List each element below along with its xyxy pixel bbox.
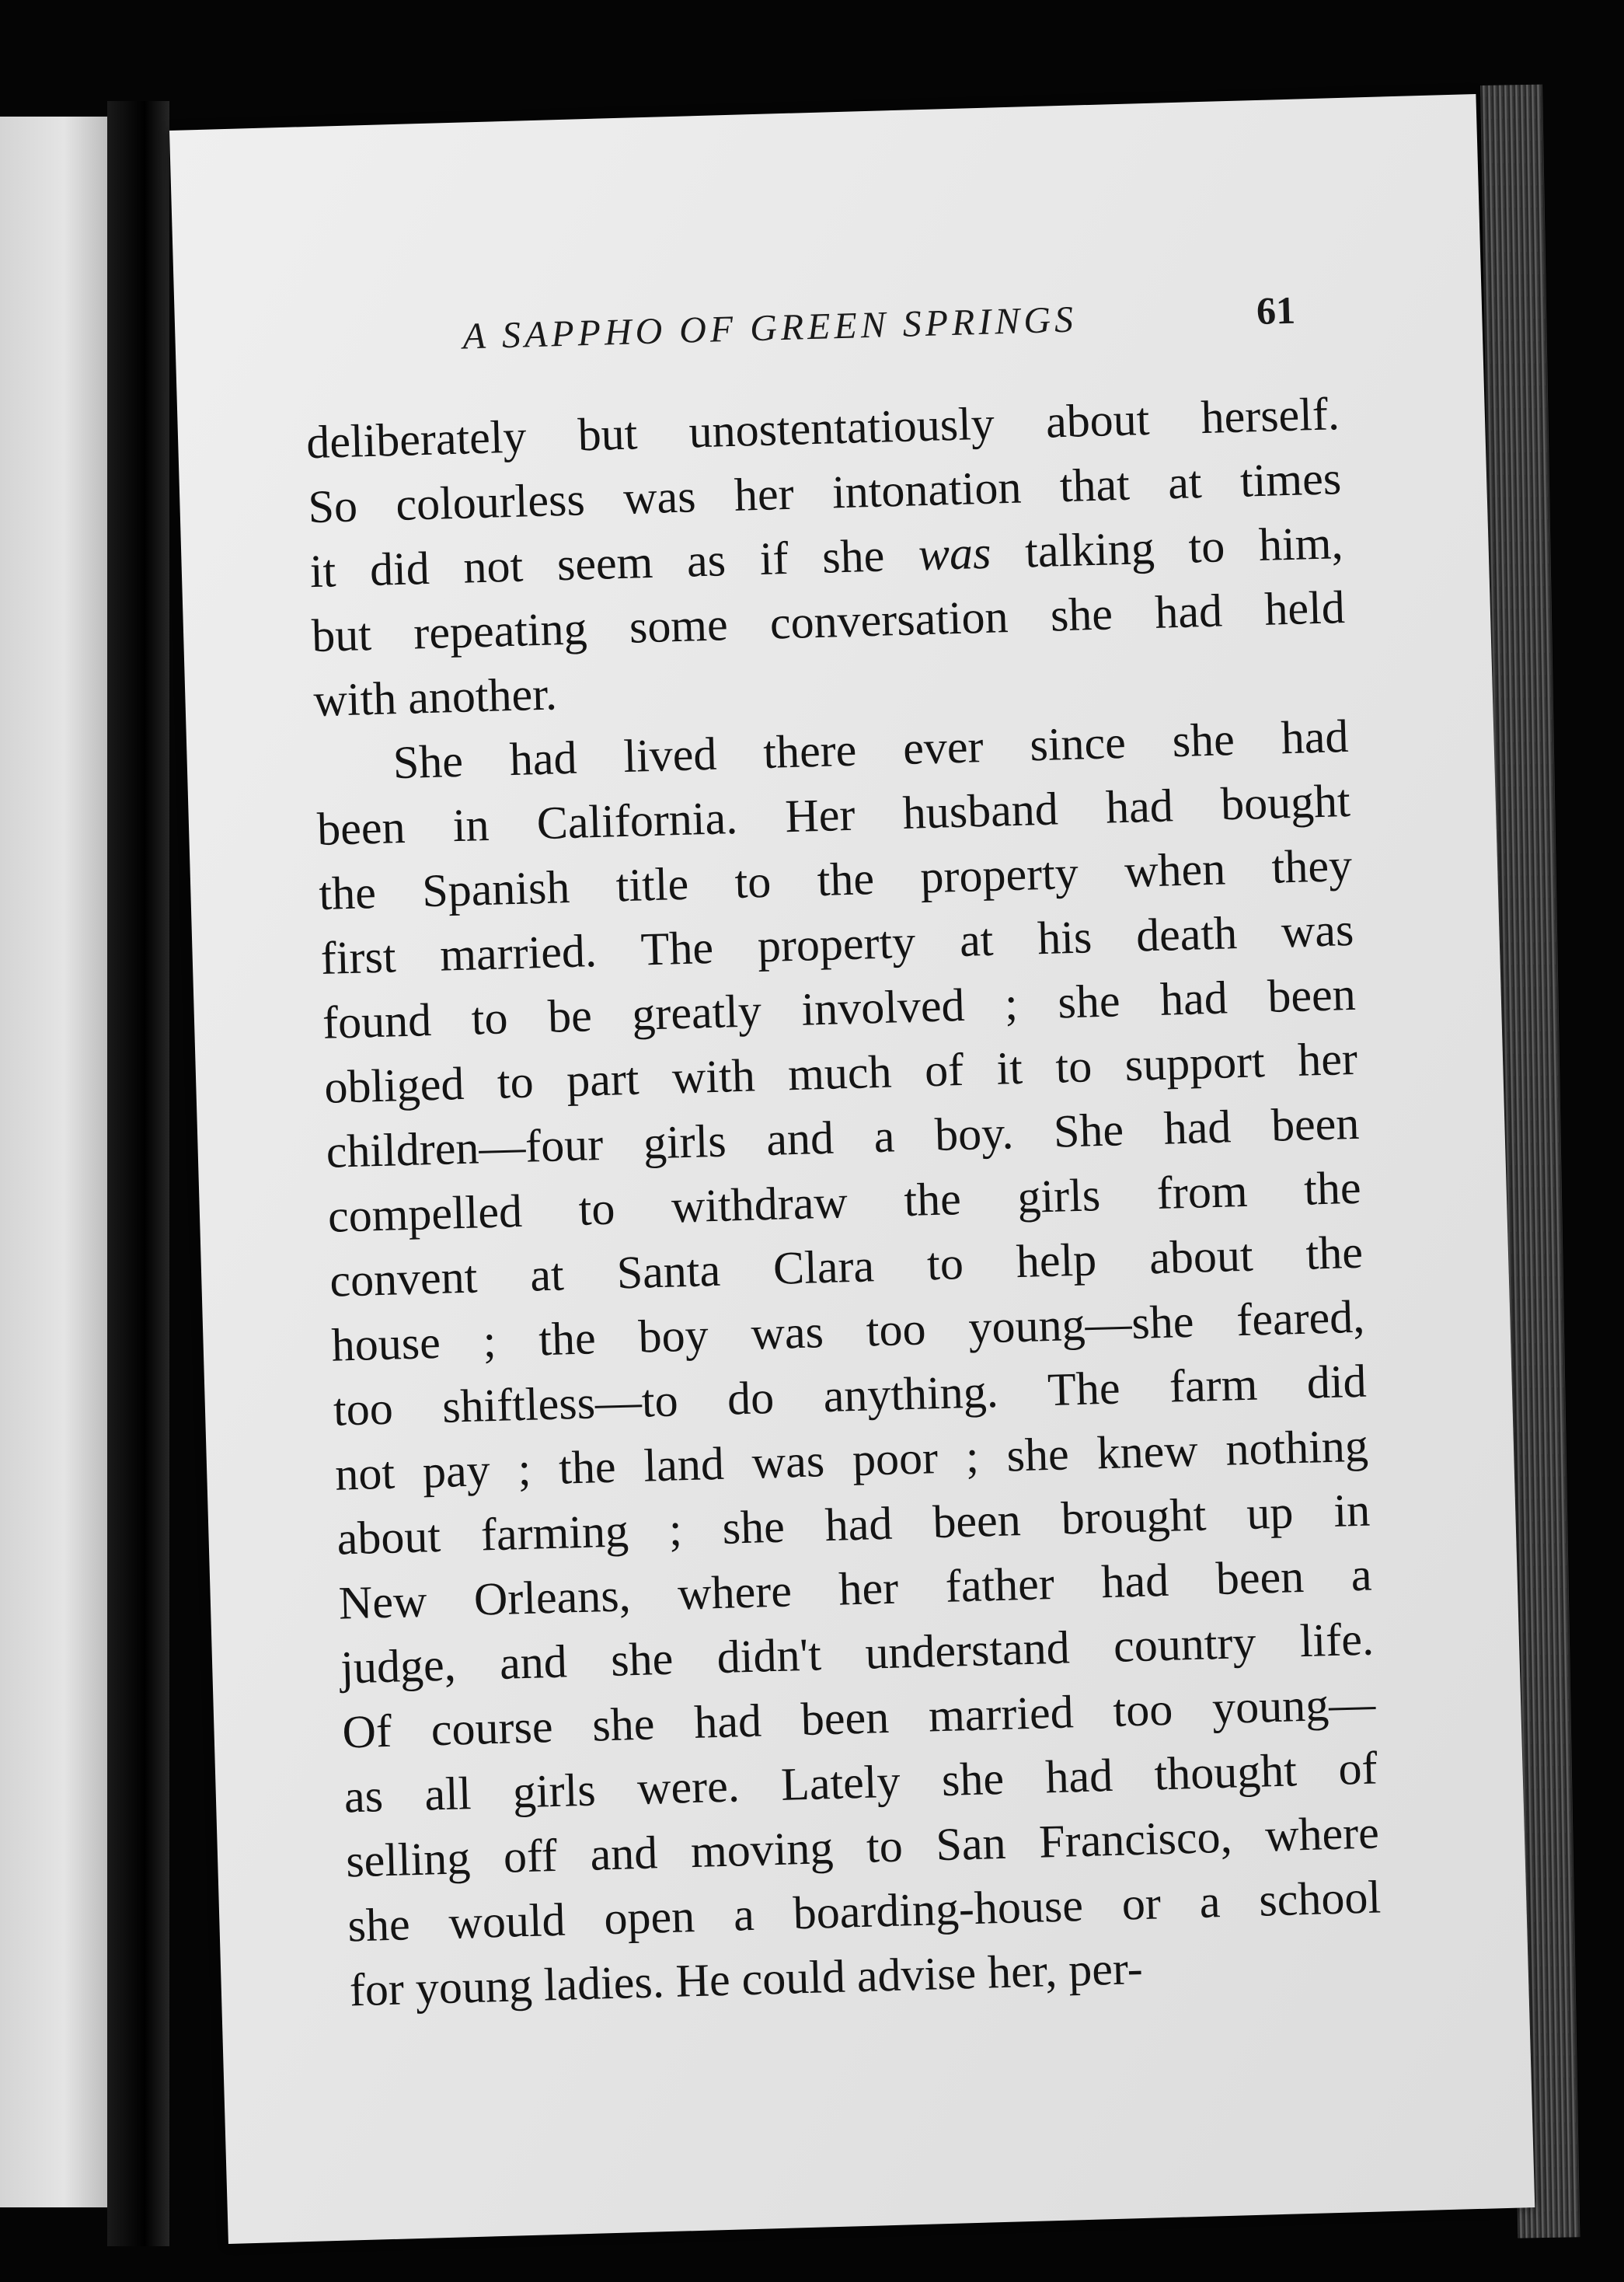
running-head: A SAPPHO OF GREEN SPRINGS	[462, 298, 1078, 358]
page-number: 61	[1256, 288, 1296, 333]
text-line: it did not seem as if she was talking to him,	[308, 517, 1344, 598]
text-line: obliged to part with much of it to support her	[323, 1032, 1358, 1113]
book-page	[169, 94, 1535, 2244]
text-line: been in California. Her husband had bought	[316, 774, 1351, 856]
text-line: with another.	[312, 668, 558, 727]
text-line: compelled to withdraw the girls from the	[327, 1161, 1362, 1242]
text-line: she would open a boarding-house or a school	[347, 1871, 1382, 1952]
text-line: So colourless was her intonation that at times	[307, 452, 1342, 533]
text-line: Of course she had been married too young—	[341, 1677, 1376, 1758]
text-line: not pay ; the land was poor ; she knew nothing	[334, 1419, 1369, 1500]
text-line: found to be greatly involved ; she had been	[322, 968, 1357, 1049]
text-line: selling off and moving to San Francisco, where	[345, 1806, 1380, 1887]
text-line: about farming ; she had been brought up in	[336, 1484, 1371, 1565]
book-gutter	[107, 101, 169, 2246]
facing-page-edge	[0, 117, 107, 2207]
text-line: New Orleans, where her father had been a	[338, 1548, 1373, 1629]
text-line: first married. The property at his death was	[319, 903, 1355, 984]
text-line: as all girls were. Lately she had thought of	[343, 1742, 1378, 1823]
text-line: for young ladies. He could advise her, per-	[348, 1942, 1144, 2016]
text-line: children—four girls and a boy. She had been	[325, 1097, 1361, 1178]
text-line: She had lived there ever since she had	[392, 710, 1350, 789]
text-line: too shiftless—to do anything. The farm did	[333, 1355, 1368, 1436]
text-line: judge, and she didn't understand country life.	[340, 1613, 1375, 1694]
text-line: deliberately but unostentatiously about herself.	[305, 388, 1340, 469]
text-line: house ; the boy was too young—she feared,	[330, 1290, 1366, 1371]
text-line: the Spanish title to the property when they	[318, 839, 1353, 919]
text-line: but repeating some conversation she had held	[311, 581, 1346, 662]
body-text	[305, 382, 1383, 2022]
text-line: convent at Santa Clara to help about the	[329, 1226, 1364, 1307]
